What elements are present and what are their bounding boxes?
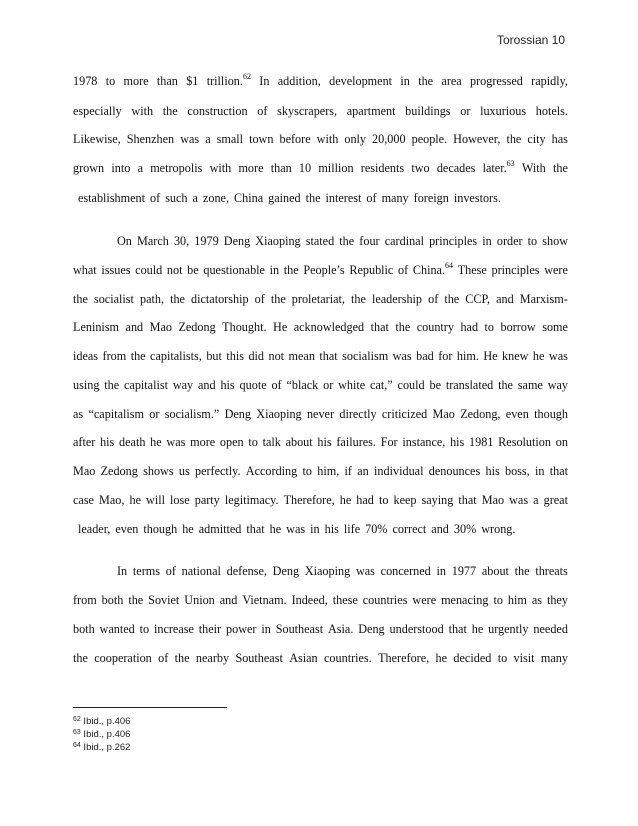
- text-line: On March 30, 1979 Deng Xiaoping stated the four cardinal principles in order to show: [117, 234, 568, 248]
- text-line: as “capitalism or socialism.” Deng Xiaoping never directly criticized Mao Zedong, even though: [73, 407, 568, 421]
- footnote-ref: 63: [506, 159, 515, 168]
- text-line: establishment of such a zone, China gained the interest of many foreign investors.: [78, 191, 501, 205]
- text-line: grown into a metropolis with more than 10 million residents two decades later.$^{63}$ With the: [73, 159, 568, 175]
- footnote: $^{64}$ Ibid., p.262: [73, 742, 131, 753]
- footnote-ref: 62: [242, 72, 251, 81]
- footnote: $^{62}$ Ibid., p.406: [73, 716, 131, 727]
- text-line: Leninism and Mao Zedong Thought. He acknowledged that the country had to borrow some: [73, 320, 568, 334]
- footnote-ref: 64: [445, 261, 454, 270]
- footnote-divider: [73, 707, 227, 708]
- text-line: using the capitalist way and his quote of “black or white cat,” could be translated the same way: [73, 378, 568, 392]
- text-line: ideas from the capitalists, but this did not mean that socialism was bad for him. He knew he was: [73, 349, 568, 363]
- text-line: Mao Zedong shows us perfectly. According to him, if an individual denounces his boss, in that: [73, 464, 568, 478]
- text-line: after his death he was more open to talk about his failures. For instance, his 1981 Resolution on: [73, 435, 568, 449]
- text-line: what issues could not be questionable in the People’s Republic of China.$^{64}$ These principles were: [73, 261, 568, 277]
- text-line: In terms of national defense, Deng Xiaoping was concerned in 1977 about the threats: [117, 564, 568, 578]
- text-line: 1978 to more than $1 trillion.$^{62}$ In addition, development in the area progressed rapidly,: [73, 72, 568, 88]
- footnote: $^{63}$ Ibid., p.406: [73, 729, 131, 740]
- text-line: the socialist path, the dictatorship of the proletariat, the leadership of the CCP, and Marxism-: [73, 292, 568, 306]
- text-line: case Mao, he will lose party legitimacy. Therefore, he had to keep saying that Mao was a great: [73, 493, 568, 507]
- page-header: Torossian 10: [496, 33, 565, 47]
- text-line: Likewise, Shenzhen was a small town before with only 20,000 people. However, the city has: [73, 132, 568, 146]
- text-line: from both the Soviet Union and Vietnam. Indeed, these countries were menacing to him as they: [73, 593, 568, 607]
- text-line: especially with the construction of skyscrapers, apartment buildings or luxurious hotels.: [73, 104, 568, 118]
- text-line: the cooperation of the nearby Southeast Asian countries. Therefore, he decided to visit many: [73, 651, 568, 665]
- text-line: both wanted to increase their power in Southeast Asia. Deng understood that he urgently needed: [73, 622, 568, 636]
- text-line: leader, even though he admitted that he was in his life 70% correct and 30% wrong.: [78, 522, 516, 536]
